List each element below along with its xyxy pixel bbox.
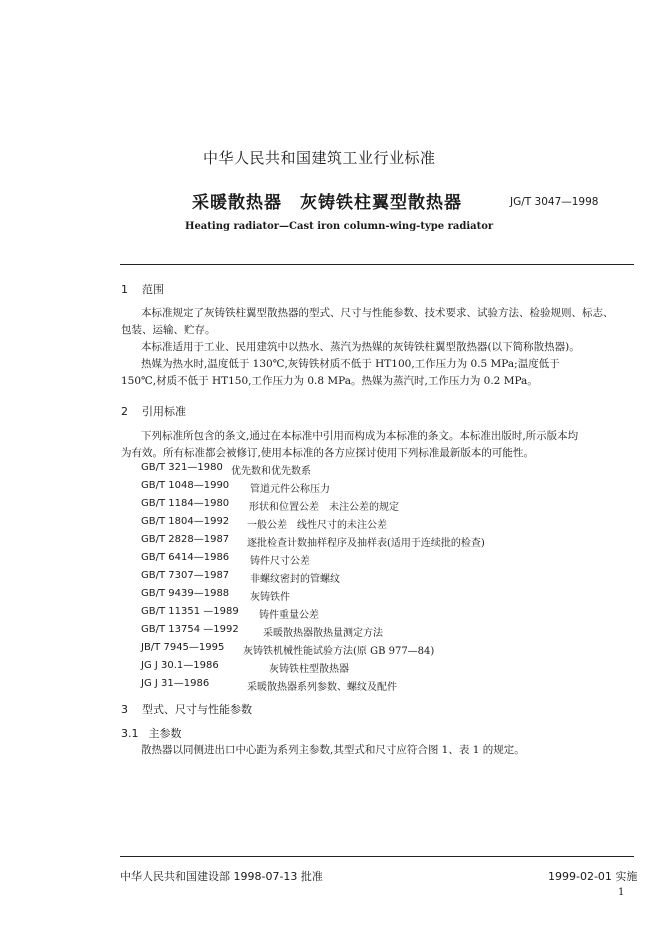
section-1-title: 范围 xyxy=(142,283,164,296)
section-1-paragraph-3-line-1: 热媒为热水时,温度低于 130℃,灰铸铁材质不低于 HT100,工作压力为 0.5 MPa;温度低于 xyxy=(141,358,560,370)
ref-code: GB/T 7307—1987 xyxy=(141,570,230,581)
document-title-chinese: 采暖散热器 灰铸铁柱翼型散热器 xyxy=(192,193,462,213)
section-3-heading xyxy=(121,701,252,717)
ref-code: GB/T 2828—1987 xyxy=(141,534,230,545)
page-number: 1 xyxy=(618,887,625,898)
section-1-paragraph-1-line-2: 包装、运输、贮存。 xyxy=(121,324,216,336)
ref-title: 一般公差 线性尺寸的未注公差 xyxy=(247,520,387,531)
footer-divider xyxy=(120,856,634,857)
ref-code: GB/T 1804—1992 xyxy=(141,516,230,527)
ref-code: GB/T 1184—1980 xyxy=(141,498,230,509)
ref-title: 铸件尺寸公差 xyxy=(250,556,310,567)
section-2-heading xyxy=(121,403,186,419)
ref-code: JG J 30.1—1986 xyxy=(141,660,219,671)
ref-code: GB/T 1048—1990 xyxy=(141,480,230,491)
subsection-3-1-number: 3.1 xyxy=(121,727,139,740)
section-3-title: 型式、尺寸与性能参数 xyxy=(142,703,252,716)
implementation-date: 1999-02-01 实施 xyxy=(548,870,638,883)
ref-title: 形状和位置公差 未注公差的规定 xyxy=(249,502,399,513)
section-2-intro-line-2: 为有效。所有标准都会被修订,使用本标准的各方应探讨使用下列标准最新版本的可能性。 xyxy=(121,447,534,459)
subsection-3-1-text: 散热器以同侧进出口中心距为系列主参数,其型式和尺寸应符合图 1、表 1 的规定。 xyxy=(141,744,525,756)
section-1-paragraph-2: 本标准适用于工业、民用建筑中以热水、蒸汽为热媒的灰铸铁柱翼型散热器(以下简称散热器)。 xyxy=(141,341,580,353)
ref-code: GB/T 9439—1988 xyxy=(141,588,230,599)
ref-title: 非螺纹密封的管螺纹 xyxy=(250,574,340,585)
subsection-3-1-heading xyxy=(121,725,182,741)
ref-title: 灰铸铁机械性能试验方法(原 GB 977—84) xyxy=(243,646,435,657)
ref-title: 铸件重量公差 xyxy=(259,610,319,621)
ref-title: 采暖散热器系列参数、螺纹及配件 xyxy=(247,682,397,693)
ref-code: GB/T 13754 —1992 xyxy=(141,624,239,635)
ref-code: GB/T 11351 —1989 xyxy=(141,606,239,617)
header-organization: 中华人民共和国建筑工业行业标准 xyxy=(203,149,436,167)
header-divider xyxy=(120,264,634,265)
subsection-3-1-title: 主参数 xyxy=(148,727,182,740)
ref-title: 逐批检查计数抽样程序及抽样表(适用于连续批的检查) xyxy=(247,538,485,549)
document-title-english: Heating radiator—Cast iron column-wing-type radiator xyxy=(185,221,494,232)
ref-title: 管道元件公称压力 xyxy=(250,484,330,495)
ref-title: 灰铸铁柱型散热器 xyxy=(269,664,349,675)
ref-code: GB/T 321—1980 xyxy=(141,462,223,473)
section-2-title: 引用标准 xyxy=(142,405,186,418)
ref-title: 灰铸铁件 xyxy=(250,592,290,603)
ref-title: 采暖散热器散热量测定方法 xyxy=(263,628,383,639)
section-2-intro-line-1: 下列标准所包含的条文,通过在本标准中引用而构成为本标准的条文。本标准出版时,所示版本均 xyxy=(141,430,579,442)
ref-code: JB/T 7945—1995 xyxy=(141,642,225,653)
section-1-heading xyxy=(121,281,164,297)
section-1-paragraph-1-line-1: 本标准规定了灰铸铁柱翼型散热器的型式、尺寸与性能参数、技术要求、试验方法、检验规则、标志、 xyxy=(141,307,614,319)
standard-code: JG/T 3047—1998 xyxy=(510,196,599,208)
ref-code: GB/T 6414—1986 xyxy=(141,552,230,563)
section-2-number: 2 xyxy=(121,405,128,418)
section-1-paragraph-3-line-2: 150℃,材质不低于 HT150,工作压力为 0.8 MPa。热媒为蒸汽时,工作压力为 0.2 MPa。 xyxy=(121,375,538,387)
approval-line: 中华人民共和国建设部 1998-07-13 批准 xyxy=(120,870,323,883)
section-3-number: 3 xyxy=(121,703,128,716)
ref-code: JG J 31—1986 xyxy=(141,678,210,689)
ref-title: 优先数和优先数系 xyxy=(231,466,311,477)
section-1-number: 1 xyxy=(121,283,128,296)
